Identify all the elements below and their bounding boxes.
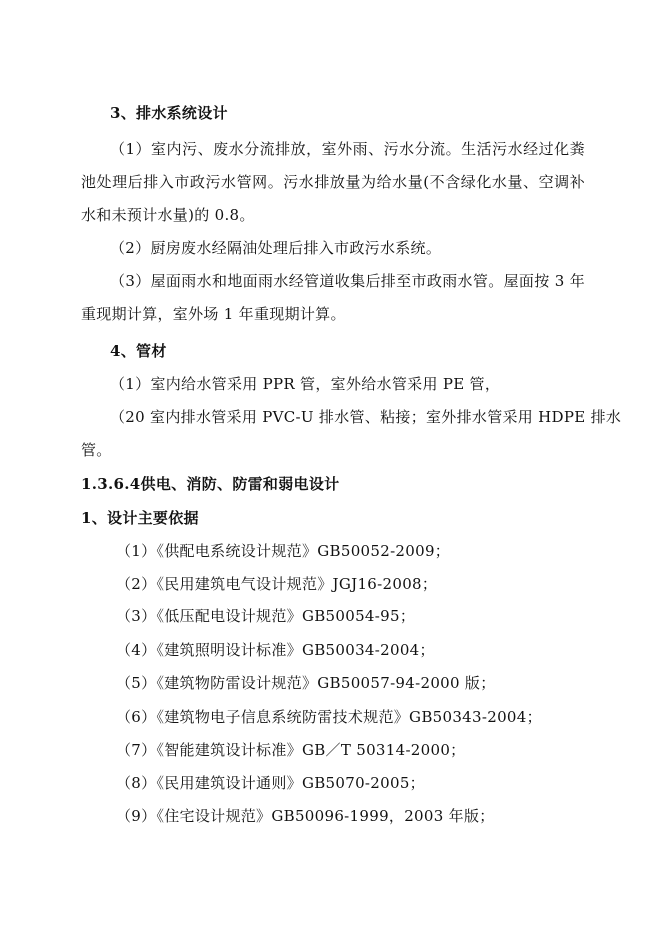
section-heading: 1.3.6.4供电、消防、防雷和弱电设计 bbox=[81, 475, 340, 493]
basis-item-2: （2）《民用建筑电气设计规范》JGJ16-2008； bbox=[116, 575, 438, 593]
basis-item-8: （8）《民用建筑设计通则》GB5070-2005； bbox=[116, 774, 425, 792]
basis-item-1: （1）《供配电系统设计规范》GB50052-2009； bbox=[116, 542, 451, 560]
drainage-p3-line2: 重现期计算，室外场 1 年重现期计算。 bbox=[81, 305, 346, 323]
drainage-p3-line1: （3）屋面雨水和地面雨水经管道收集后排至市政雨水管。屋面按 3 年 bbox=[110, 272, 585, 290]
basis-item-5: （5）《建筑物防雷设计规范》GB50057-94-2000 版； bbox=[116, 674, 496, 692]
pipes-p2-line1: （20 室内排水管采用 PVC-U 排水管、粘接；室外排水管采用 HDPE 排水 bbox=[110, 408, 622, 426]
basis-item-3: （3）《低压配电设计规范》GB50054-95； bbox=[116, 607, 416, 625]
basis-item-9: （9）《住宅设计规范》GB50096-1999，2003 年版； bbox=[116, 807, 495, 825]
drainage-p1-line2: 池处理后排入市政污水管网。污水排放量为给水量(不含绿化水量、空调补 bbox=[81, 173, 585, 191]
basis-heading: 1、设计主要依据 bbox=[81, 509, 199, 527]
basis-item-7: （7）《智能建筑设计标准》GB／T 50314-2000； bbox=[116, 741, 466, 759]
drainage-heading: 3、排水系统设计 bbox=[110, 104, 228, 122]
basis-item-6: （6）《建筑物电子信息系统防雷技术规范》GB50343-2004； bbox=[116, 708, 542, 726]
drainage-p1-line1: （1）室内污、废水分流排放，室外雨、污水分流。生活污水经过化粪 bbox=[110, 140, 585, 158]
drainage-p1-line3: 水和未预计水量)的 0.8。 bbox=[81, 206, 255, 224]
drainage-p2: （2）厨房废水经隔油处理后排入市政污水系统。 bbox=[110, 239, 442, 257]
pipes-p2-line2: 管。 bbox=[81, 441, 112, 459]
pipes-p1: （1）室内给水管采用 PPR 管，室外给水管采用 PE 管， bbox=[110, 375, 501, 393]
basis-item-4: （4）《建筑照明设计标准》GB50034-2004； bbox=[116, 641, 435, 659]
pipes-heading: 4、管材 bbox=[110, 342, 167, 360]
